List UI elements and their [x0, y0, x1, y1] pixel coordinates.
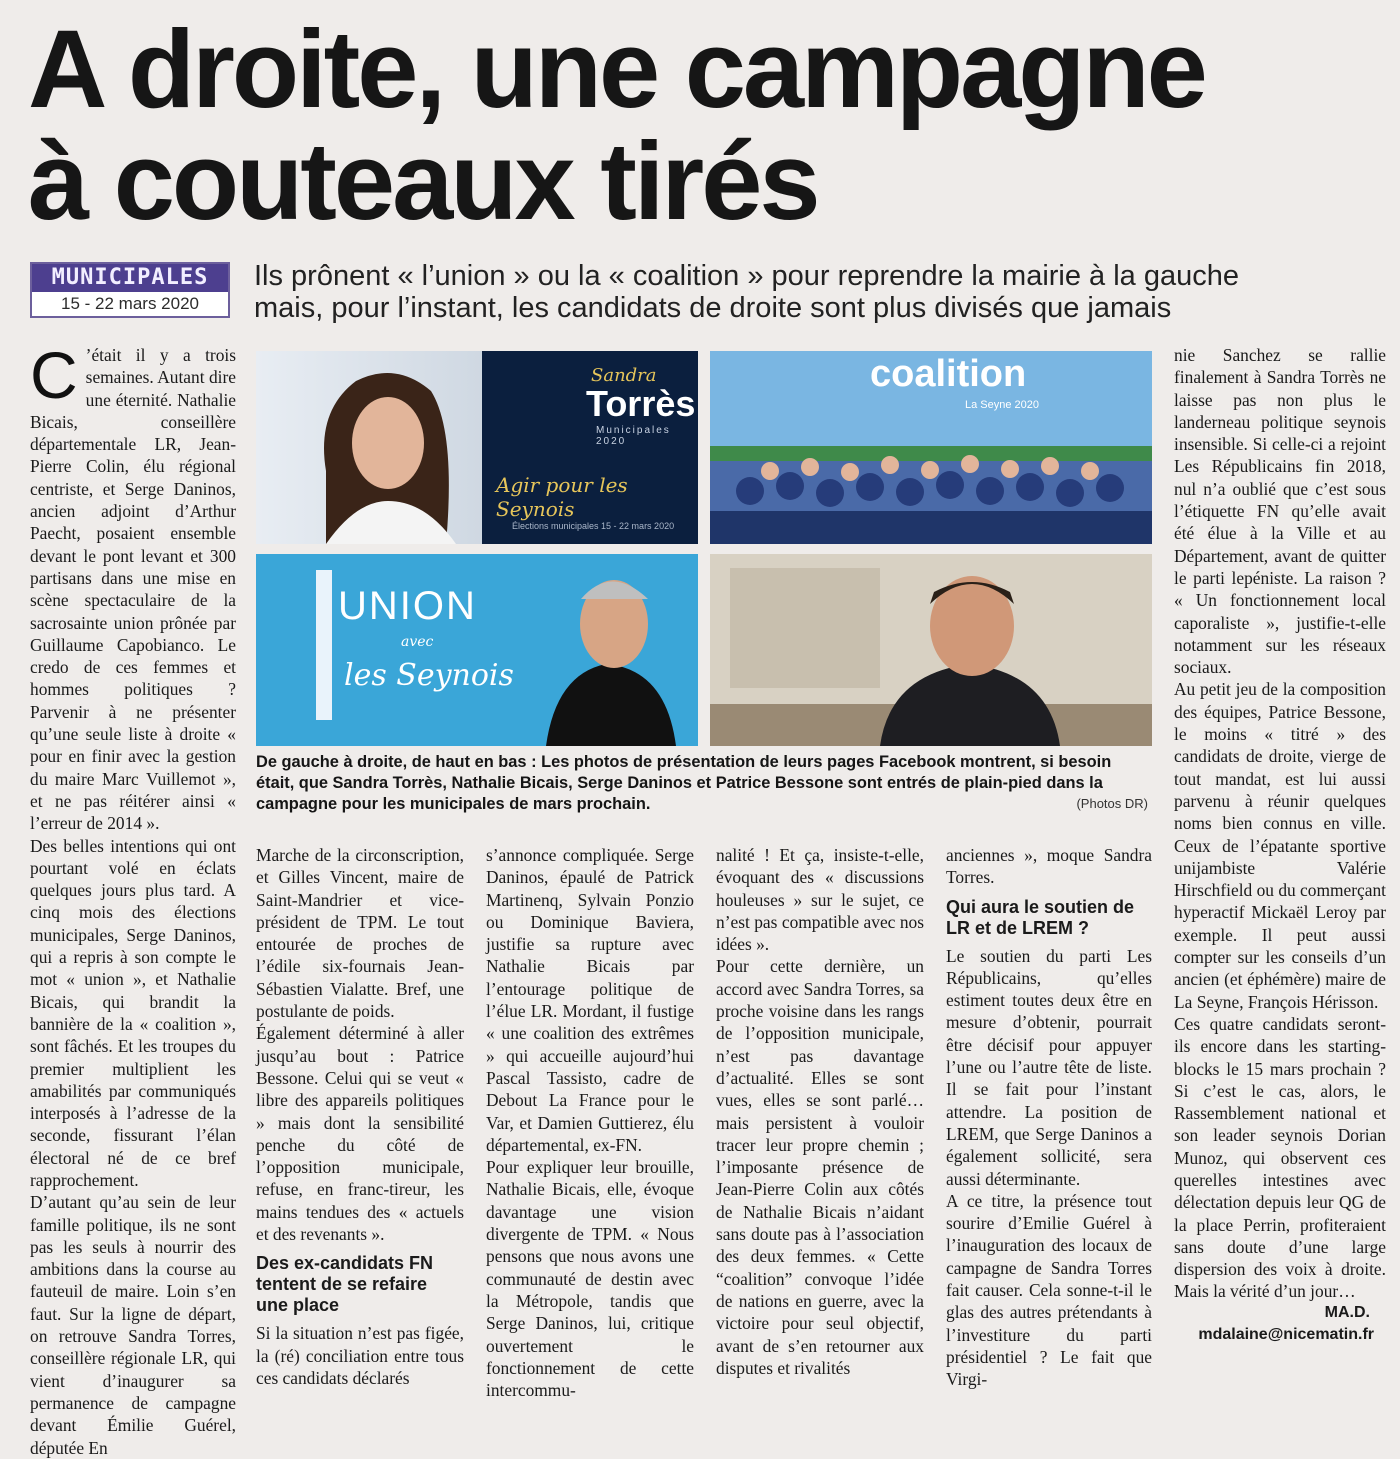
section-badge-label: MUNICIPALES	[32, 264, 228, 292]
deck	[254, 260, 1390, 324]
deck-line-1: Ils prônent « l’union » ou la « coalition » pour reprendre la mairie à la gauche	[254, 260, 1240, 292]
photo-caption: De gauche à droite, de haut en bas : Les photos de présentation de leurs pages Facebook montrent, si besoin était, que Sandra Torrès, Nathalie Bicais, Serge Daninos et Patrice Bessone sont entrés de plain-pied dans la campagne pour les municipales de mars prochain.	[256, 753, 1112, 813]
photo-torres	[256, 351, 698, 544]
col2-paragraph-2: Également déterminé à aller jusqu’au bout : Patrice Bessone. Celui qui se veut « libre des appareils politiques » mais dont la sensibilité penche du côté de l’opposition municipale, refuse, en franc-tireur, les mains tendues des « actuels et des revenants ».	[256, 1023, 464, 1245]
photo-coalition-sub: La Seyne 2020	[965, 399, 1040, 411]
col3-paragraph-1: s’annonce compliquée. Serge Daninos, épaulé de Patrick Martinenq, Sylvain Ponzio ou Dominique Baviera, justifie sa rupture avec Nathalie Bicais par l’entourage politique de l’élue LR. Mordant, il fustige « une coalition des extrêmes » qui accueille aujourd’hui Pascal Tassisto, cadre de Debout La France pour le Var, et Damien Guttierez, élu départemental, ex-FN.	[486, 845, 694, 1155]
deck-line-2: mais, pour l’instant, les candidats de droite sont plus divisés que jamais	[254, 292, 1172, 324]
article-column-2	[256, 844, 464, 1388]
col4-paragraph-1: nalité ! Et ça, insiste-t-elle, évoquant des « discussions houleuses » sur le sujet, ce n’est pas compatible avec nos idées ».	[716, 845, 924, 955]
photo-bessone-art	[710, 554, 1152, 746]
col5-paragraph-3: A ce titre, la présence tout sourire d’Emilie Guérel à l’inauguration des locaux de campagne de Sandra Torres fait causer. Cela sonne-t-il le glas des autres prétendants à l’investiture du parti présidentiel ? Le fait que Virgi-	[946, 1190, 1152, 1390]
col6-paragraph-2: Au petit jeu de la composition des équipes, Patrice Bessone, le moins « titré » des candidats de droite, vierge de tout mandat, est lui aussi parvenu à réunir quelques noms bien connus en ville. Ceux de l’épatante sportive unijambiste Valérie Hirschfield ou du commerçant hyperactif Mickaël Leroy par exemple. Il peut aussi compter sur les conseils d’un ancien (et éphémère) maire de La Seyne, François Hérisson.	[1174, 679, 1386, 1012]
headline-line-2: à couteaux tirés	[28, 120, 818, 243]
photo-union-art	[256, 554, 698, 746]
col1-paragraph-1-text: ’était il y a trois semaines. Autant dire une éternité. Nathalie Bicais, conseillère départementale LR, Jean-Pierre Colin, élu régional centriste, et Serge Daninos, ancien adjoint d’Arthur Paecht, posaient ensemble devant le pont levant et 300 partisans dans une mise en scène spectaculaire de la sacrosainte union prônée par Guillaume Capobianco. Le credo de ces femmes et hommes politiques ? Parvenir à ne présenter qu’une seule liste à droite « pour en finir avec la gestion du maire Marc Vuillemot », et ne pas réitérer ainsi « l’erreur de 2014 ».	[30, 345, 236, 834]
article-column-5	[946, 844, 1152, 1390]
photo-torres-sub: Municipales 2020	[596, 425, 671, 447]
section-badge-dates: 15 - 22 mars 2020	[61, 294, 199, 313]
author-initials: MA.D.	[1324, 1304, 1370, 1321]
col2-paragraph-3: Si la situation n’est pas figée, la (ré) conciliation entre tous ces candidats déclarés	[256, 1323, 464, 1388]
article-column-6	[1174, 344, 1386, 1302]
col1-paragraph-3: D’autant qu’au sein de leur famille politique, ils ne sont pas les seuls à nourrir des ambitions dans la course au fauteuil de maire. Loin s’en faut. Sur la ligne de départ, on retrouve Sandra Torres, conseillère régionale LR, qui vient d’inaugurer sa permanence de campagne devant Émilie Guérel, députée En	[30, 1192, 236, 1458]
author-email[interactable]: mdalaine@nicematin.fr	[1198, 1326, 1374, 1343]
photo-coalition-title: coalition	[870, 353, 1027, 395]
photo-torres-surname: Torrès	[586, 383, 696, 424]
col6-paragraph-3: Ces quatre candidats seront-ils encore dans les starting-blocks le 15 mars prochain ? Si c’est le cas, alors, le Rassemblement national et son leader seynois Dorian Munoz, qui observent ces querelles intestines avec délectation depuis leur QG de la place Perrin, profiteraient sans doute d’une large dispersion des voix à droite. Mais la vérité d’un jour…	[1174, 1013, 1386, 1302]
subhead-soutien-lr-lrem: Qui aura le soutien de LR et de LREM ?	[946, 896, 1135, 938]
col4-paragraph-2: Pour cette dernière, un accord avec Sandra Torres, sa proche voisine dans les rangs de l’opposition municipale, n’est pas davantage d’actualité. Elles se sont vues, elles se sont parlé… mais persistent à vouloir tracer leur propre chemin ; l’imposante présence de Jean-Pierre Colin aux côtés de Nathalie Bicais n’aidant sans doute pas à l’association des deux femmes. « Cette “coalition” convoque l’idée de nations en guerre, avec la victoire pour seul objectif, avant de s’en retourner aux disputes et rivalités	[716, 956, 924, 1378]
article-column-1	[30, 338, 236, 1458]
photo-coalition	[710, 351, 1152, 544]
article-column-4	[716, 844, 924, 1378]
col6-paragraph-1: nie Sanchez se rallie finalement à Sandra Torrès ne laisse pas non plus le landerneau politique seynois insensible. Si celle-ci a rejoint Les Républicains fin 2018, nul n’a oublié que c’est sous l’étiquette FN qu’elle avait été élue à la Ville et au Département, avant de quitter le parti lepéniste. La raison ? « Un fonctionnement local caporaliste », justifie-t-elle notamment sur les réseaux sociaux.	[1174, 345, 1386, 678]
headline	[28, 8, 1388, 243]
photo-union-people: les Seynois	[344, 658, 514, 693]
subhead-ex-candidats: Des ex-candidats FN tentent de se refaire une place	[256, 1253, 434, 1316]
article-column-3	[486, 844, 694, 1401]
col1-paragraph-1	[30, 338, 236, 835]
photo-bessone	[710, 554, 1152, 746]
photo-credit: (Photos DR)	[1076, 796, 1148, 811]
section-badge	[30, 262, 230, 318]
drop-cap: C	[30, 338, 78, 412]
col3-paragraph-2: Pour expliquer leur brouille, Nathalie Bicais, elle, évoque davantage une vision divergente de TPM. « Nous pensons que nous avons une communauté de destin avec la Métropole, tandis que Serge Daninos, lui, critique ouvertement le fonctionnement de cette intercommu-	[486, 1157, 694, 1401]
col5-paragraph-2: Le soutien du parti Les Républicains, qu’elles estiment toutes deux être en mesure d’obtenir, pourrait être décisif pour appuyer l’une ou l’autre tête de liste. Il se fait pour l’instant attendre. La position de LREM, que Serge Daninos a également sollicité, sera aussi déterminante.	[946, 945, 1152, 1189]
photo-torres-name: Sandra	[591, 365, 657, 386]
photo-union	[256, 554, 698, 746]
col5-paragraph-1: anciennes », moque Sandra Torres.	[946, 845, 1152, 888]
photo-union-word: UNION	[338, 584, 477, 628]
photo-union-with: avec	[401, 634, 434, 650]
photo-torres-footer: Élections municipales 15 - 22 mars 2020	[512, 521, 675, 531]
headline-line-1: A droite, une campagne	[28, 8, 1205, 131]
col1-paragraph-2: Des belles intentions qui ont pourtant volé en éclats quelques jours plus tard. A cinq mois des élections municipales, Serge Daninos, qui a repris à son compte le mot « union », et Nathalie Bicais, qui brandit la bannière de la « coalition », sont fâchés. Et les troupes du premier multiplient les amabilités par communiqués interposés à l’adresse de la seconde, fissurant l’élan électoral né de ce bref rapprochement.	[30, 835, 236, 1190]
col2-paragraph-1: Marche de la circonscription, et Gilles Vincent, maire de Saint-Mandrier et vice-président de TPM. Le tout entourée de proches de l’édile six-fournais Jean-Sébastien Vialatte. Bref, une postulante de poids.	[256, 845, 464, 1022]
photo-torres-slogan: Agir pour les Seynois	[496, 473, 628, 521]
